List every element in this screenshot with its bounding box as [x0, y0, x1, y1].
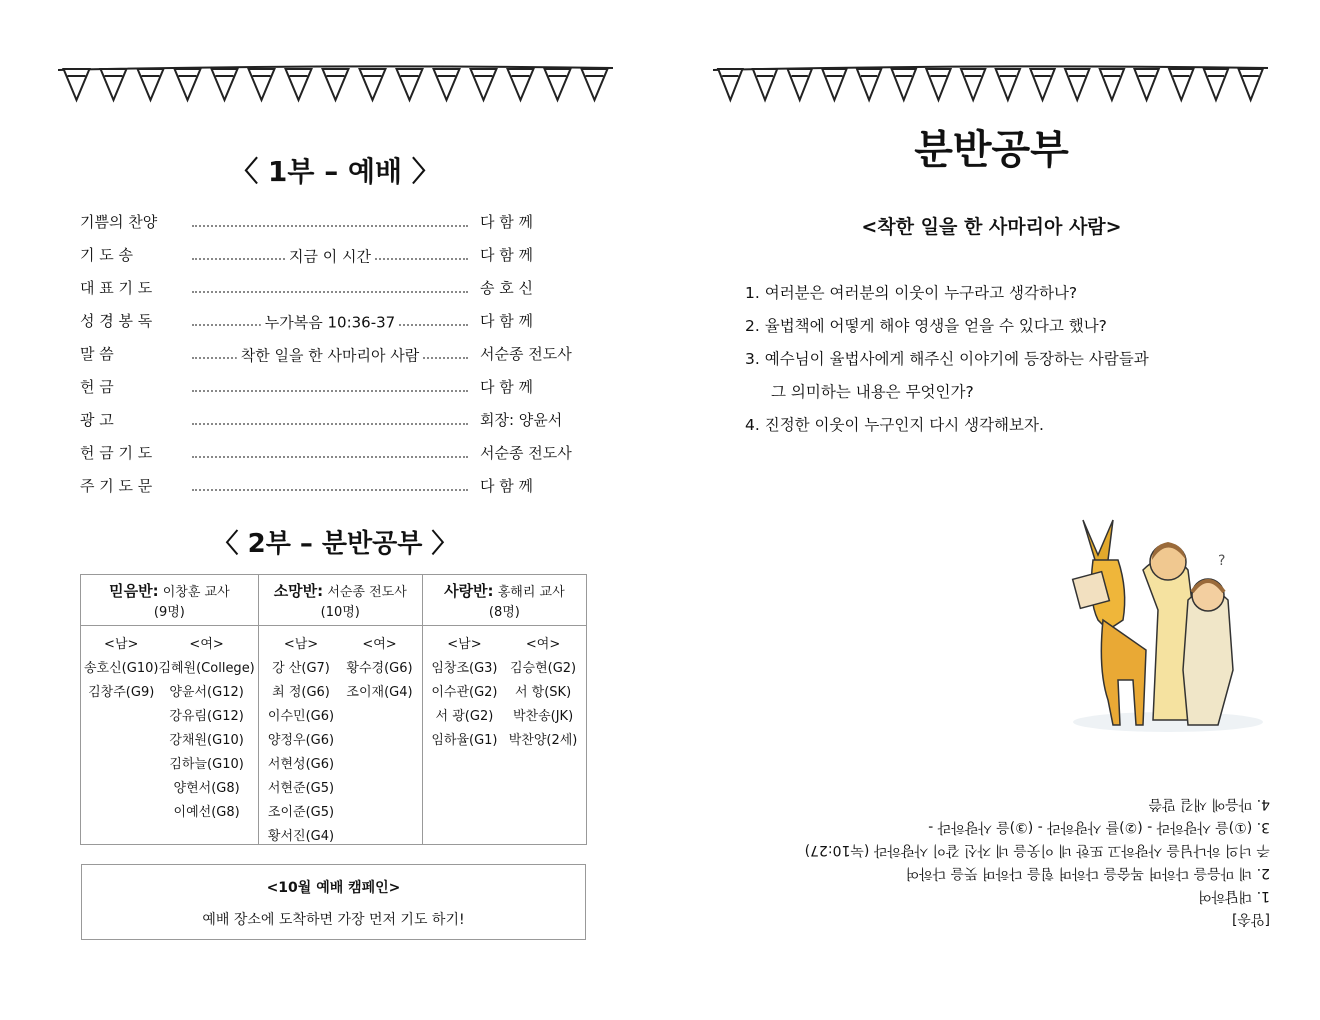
- dot-leader: [192, 291, 468, 293]
- student-name: 서현준(G5): [267, 781, 335, 796]
- memory-line: 4. 마음에 새길 말씀: [1148, 796, 1270, 812]
- order-row: [80, 337, 585, 370]
- order-row: [80, 436, 585, 469]
- order-row: [80, 469, 585, 502]
- class-members-hope: [258, 626, 422, 845]
- class-header-hope: 소망반: 서순종 전도사 (10명): [258, 575, 422, 626]
- male-column: [84, 633, 158, 833]
- female-column: [158, 633, 254, 833]
- order-row: [80, 238, 585, 271]
- campaign-title: <10월 예배 캠페인>: [266, 880, 401, 896]
- student-name: 양정우(G6): [267, 733, 335, 748]
- class-header-faith: 믿음반: 이창훈 교사 (9명): [81, 575, 259, 626]
- pennant-flag: [926, 69, 950, 100]
- question: 1. 여러분은 여러분의 이웃이 누구라고 생각하나?: [745, 284, 1078, 302]
- study-title: 분반공부: [914, 127, 1069, 173]
- gender-label: <남>: [447, 637, 482, 652]
- student-name: 양현서(G8): [173, 781, 240, 796]
- order-label: 헌 금 기 도: [80, 444, 153, 462]
- memory-line: 3. (①)을 사랑하라 - (②)를 사랑하라 - (③)을 사랑하라 -: [928, 819, 1270, 835]
- svg-text:?: ?: [1218, 553, 1226, 569]
- dot-leader: [192, 312, 468, 331]
- dot-leader: [192, 246, 468, 265]
- pennant-flag: [1169, 69, 1193, 100]
- student-name: 황서진(G4): [267, 829, 335, 844]
- part2-title: 〈 2부 – 분반공부 〉: [212, 529, 458, 559]
- gender-label: <남>: [104, 637, 139, 652]
- order-leader: 다 함 께: [480, 378, 534, 396]
- order-leader: 회장: 양윤서: [480, 411, 563, 429]
- question: 4. 진정한 이웃이 누구인지 다시 생각해보자.: [745, 416, 1044, 434]
- student-name: 서 항(SK): [514, 685, 572, 700]
- question: 그 의미하는 내용은 무엇인가?: [771, 383, 974, 401]
- pennant-flag: [471, 69, 497, 100]
- pennant-flag: [323, 69, 349, 100]
- pennant-flag: [1204, 69, 1228, 100]
- part1-title: 〈 1부 – 예배 〉: [230, 155, 440, 188]
- pennant-flag: [996, 69, 1020, 100]
- gender-label: <여>: [362, 637, 397, 652]
- student-name: 이수관(G2): [431, 685, 498, 700]
- class-members-love: [422, 626, 586, 845]
- dot-leader: [192, 423, 468, 425]
- class-table: [80, 574, 587, 845]
- order-row: [80, 403, 585, 436]
- memory-line: 2. 네 마음을 다하며 목숨을 다하며 힘을 다하며 뜻을 다하여: [905, 865, 1270, 881]
- pennant-flag: [753, 69, 777, 100]
- order-detail: 누가복음 10:36-37: [261, 311, 399, 332]
- dot-leader: [192, 456, 468, 458]
- student-name: 강채원(G10): [169, 733, 244, 748]
- gender-label: <남>: [283, 637, 319, 652]
- pennant-flag: [286, 69, 312, 100]
- order-label: 성 경 봉 독: [80, 312, 153, 330]
- pennant-flag: [1134, 69, 1158, 100]
- pennant-flag: [1239, 69, 1263, 100]
- bunting-right-decoration: [713, 60, 1273, 110]
- pennant-flag: [175, 69, 201, 100]
- pennant-flag: [892, 69, 916, 100]
- dot-leader: [192, 489, 468, 491]
- female-column: [509, 633, 578, 833]
- order-leader: 다 함 께: [480, 312, 534, 330]
- order-label: 말 씀: [80, 345, 114, 363]
- question: 2. 율법책에 어떻게 해야 영생을 얻을 수 있다고 했나?: [745, 317, 1107, 335]
- worship-order: [80, 205, 585, 502]
- student-name: 이예선(G8): [173, 805, 240, 820]
- student-name: 박찬송(JK): [512, 709, 574, 724]
- order-label: 기 도 송: [80, 246, 134, 264]
- student-name: 서현성(G6): [267, 757, 335, 772]
- memory-line: 1. 대답하여: [1198, 888, 1270, 904]
- memory-line: 주 너의 하나님을 사랑하고 또한 네 이웃을 네 자신 같이 사랑하라 (눅10:27): [804, 842, 1270, 858]
- student-name: 김하늘(G10): [169, 757, 244, 772]
- bunting-left-decoration: [58, 60, 618, 110]
- student-name: 김창주(G9): [88, 685, 155, 700]
- student-name: 박찬양(2세): [508, 733, 578, 748]
- gender-label: <여>: [525, 637, 561, 652]
- student-name: 강 산(G7): [272, 661, 330, 676]
- good-samaritan-illustration: [1068, 500, 1268, 740]
- study-subtitle: <착한 일을 한 사마리아 사람>: [861, 216, 1122, 238]
- student-name: 조이준(G5): [267, 805, 335, 820]
- campaign-body: 예배 장소에 도착하면 가장 먼저 기도 하기!: [202, 912, 465, 928]
- order-label: 광 고: [80, 411, 114, 429]
- pennant-flag: [961, 69, 985, 100]
- dot-leader: [192, 225, 468, 227]
- male-column: [267, 633, 335, 844]
- student-name: 김혜원(College): [158, 661, 255, 676]
- student-name: 임하율(G1): [431, 733, 498, 748]
- order-row: [80, 271, 585, 304]
- dot-leader: [192, 390, 468, 392]
- pennant-flag: [1030, 69, 1054, 100]
- order-leader: 서순종 전도사: [480, 345, 572, 363]
- order-label: 기쁨의 찬양: [80, 213, 158, 231]
- pennant-flag: [788, 69, 812, 100]
- order-leader: 다 함 께: [480, 477, 534, 495]
- student-name: 김승현(G2): [509, 661, 577, 676]
- pennant-flag: [508, 69, 534, 100]
- order-label: 주 기 도 문: [80, 477, 153, 495]
- student-name: 양윤서(G12): [169, 685, 244, 700]
- order-label: 대 표 기 도: [80, 279, 153, 297]
- order-row: [80, 205, 585, 238]
- male-column: [431, 633, 497, 833]
- student-name: 조이재(G4): [346, 685, 413, 700]
- pennant-flag: [718, 69, 742, 100]
- pennant-flag: [138, 69, 164, 100]
- order-row: [80, 370, 585, 403]
- student-name: 황수경(G6): [346, 661, 413, 676]
- order-leader: 서순종 전도사: [480, 444, 572, 462]
- student-name: 최 정(G6): [272, 685, 330, 700]
- pennant-flag: [64, 69, 90, 100]
- student-name: 송호신(G10): [84, 661, 159, 676]
- pennant-flag: [212, 69, 238, 100]
- student-name: 이수민(G6): [267, 709, 335, 724]
- campaign-box: [81, 864, 586, 940]
- pennant-flag: [397, 69, 423, 100]
- order-leader: 다 함 께: [480, 246, 534, 264]
- pennant-flag: [1065, 69, 1089, 100]
- female-column: [346, 633, 412, 833]
- class-header-love: 사랑반: 홍해리 교사 (8명): [422, 575, 586, 626]
- order-row: [80, 304, 585, 337]
- pennant-flag: [582, 69, 608, 100]
- order-detail: 지금 이 시간: [285, 245, 375, 266]
- gender-label: <여>: [189, 637, 224, 652]
- pennant-flag: [545, 69, 571, 100]
- order-leader: 송 호 신: [480, 279, 534, 297]
- pennant-flag: [101, 69, 127, 100]
- pennant-flag: [822, 69, 846, 100]
- pennant-flag: [857, 69, 881, 100]
- memory-line: [암송]: [1232, 911, 1270, 927]
- pennant-flag: [434, 69, 460, 100]
- order-detail: 착한 일을 한 사마리아 사람: [237, 344, 423, 365]
- memory-verse-upside-down: [780, 792, 1270, 930]
- student-name: 강유림(G12): [169, 709, 244, 724]
- dot-leader: [192, 345, 468, 364]
- student-name: 임창조(G3): [431, 661, 498, 676]
- pennant-flag: [1100, 69, 1124, 100]
- order-leader: 다 함 께: [480, 213, 534, 231]
- order-label: 헌 금: [80, 378, 114, 396]
- question: 3. 예수님이 율법사에게 해주신 이야기에 등장하는 사람들과: [745, 350, 1149, 368]
- pennant-flag: [360, 69, 386, 100]
- class-members-faith: [81, 626, 259, 845]
- pennant-flag: [249, 69, 275, 100]
- question-list: [745, 277, 1265, 442]
- student-name: 서 광(G2): [435, 709, 494, 724]
